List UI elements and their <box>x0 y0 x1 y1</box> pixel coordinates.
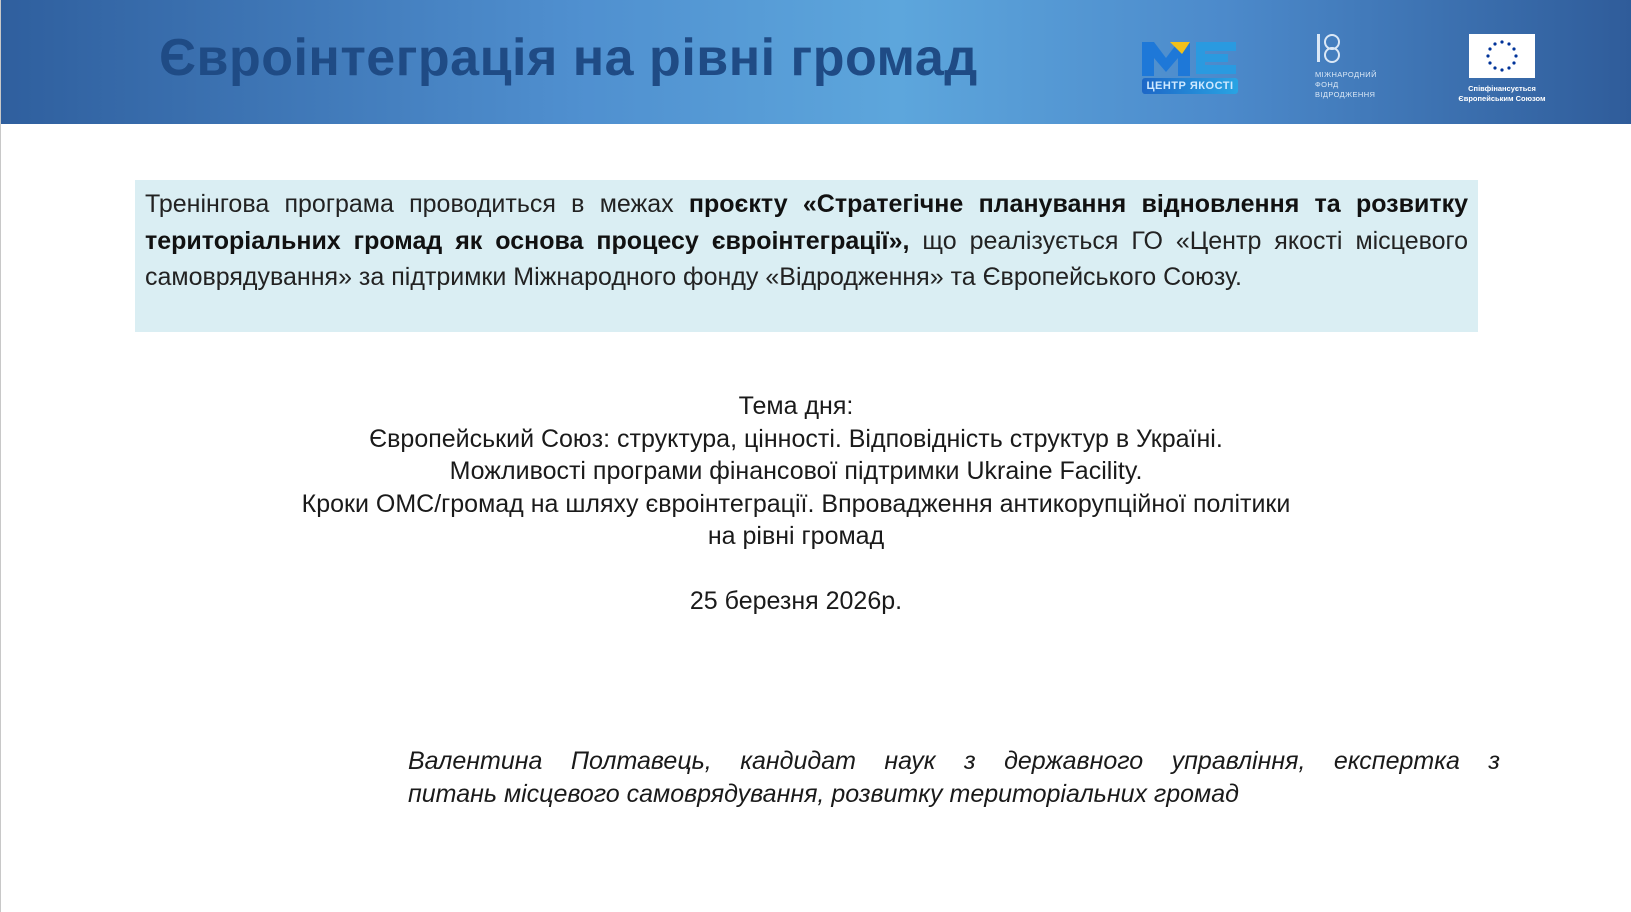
me-quality-center-logo <box>1138 38 1242 96</box>
irf-line-1: МІЖНАРОДНИЙ <box>1315 70 1377 79</box>
intro-project-name: проєкту «Стратегічне планування відновлення та розвитку територіальних громад як основа процесу євроінтеграції», <box>145 190 1469 255</box>
event-date: 25 березня 2026р. <box>689 586 903 615</box>
intro-part-1: Тренінгова програма проводиться в межах <box>145 190 689 218</box>
author-line-1: Валентина Полтавець, кандидат наук з державного управління, експертка з <box>408 747 1500 775</box>
author-info <box>408 745 1500 811</box>
day-theme <box>191 390 1401 617</box>
theme-line-1: Європейський Союз: структура, цінності. Відповідність структур в Україні. <box>369 424 1223 453</box>
eu-stars-icon <box>1469 34 1535 78</box>
irf-mark-icon <box>1315 32 1345 64</box>
eu-line-2: Європейським Союзом <box>1458 94 1546 103</box>
eu-logo-text <box>1457 84 1547 104</box>
eu-flag <box>1469 34 1535 78</box>
header-banner <box>1 0 1631 124</box>
me-letters-icon <box>1140 38 1240 78</box>
intro-paragraph <box>145 186 1468 296</box>
theme-label: Тема дня: <box>738 392 854 420</box>
author-line-2: питань місцевого самоврядування, розвитку територіальних громад <box>408 780 1239 808</box>
irf-logo <box>1315 32 1395 102</box>
theme-line-2: Можливості програми фінансової підтримки Ukraine Facility. <box>449 457 1143 485</box>
eu-line-1: Співфінансується <box>1468 84 1536 93</box>
page-title: Євроінтеграція на рівні громад <box>159 29 978 87</box>
intro-part-2: що реалізується ГО «Центр якості місцевого самоврядування» за підтримки Міжнародного фонду «Відродження» та Європейського Союзу. <box>145 226 1469 291</box>
irf-line-3: ВІДРОДЖЕННЯ <box>1315 90 1376 99</box>
theme-line-4: на рівні громад <box>707 522 885 550</box>
eu-cofunded-logo <box>1457 34 1547 104</box>
me-badge-text: ЦЕНТР ЯКОСТІ <box>1142 78 1238 94</box>
irf-line-2: ФОНД <box>1315 80 1339 89</box>
irf-logo-text <box>1315 70 1395 100</box>
theme-line-3: Кроки ОМС/громад на шляху євроінтеграції. Впровадження антикорупційної політики <box>301 489 1291 518</box>
intro-box <box>135 180 1478 332</box>
